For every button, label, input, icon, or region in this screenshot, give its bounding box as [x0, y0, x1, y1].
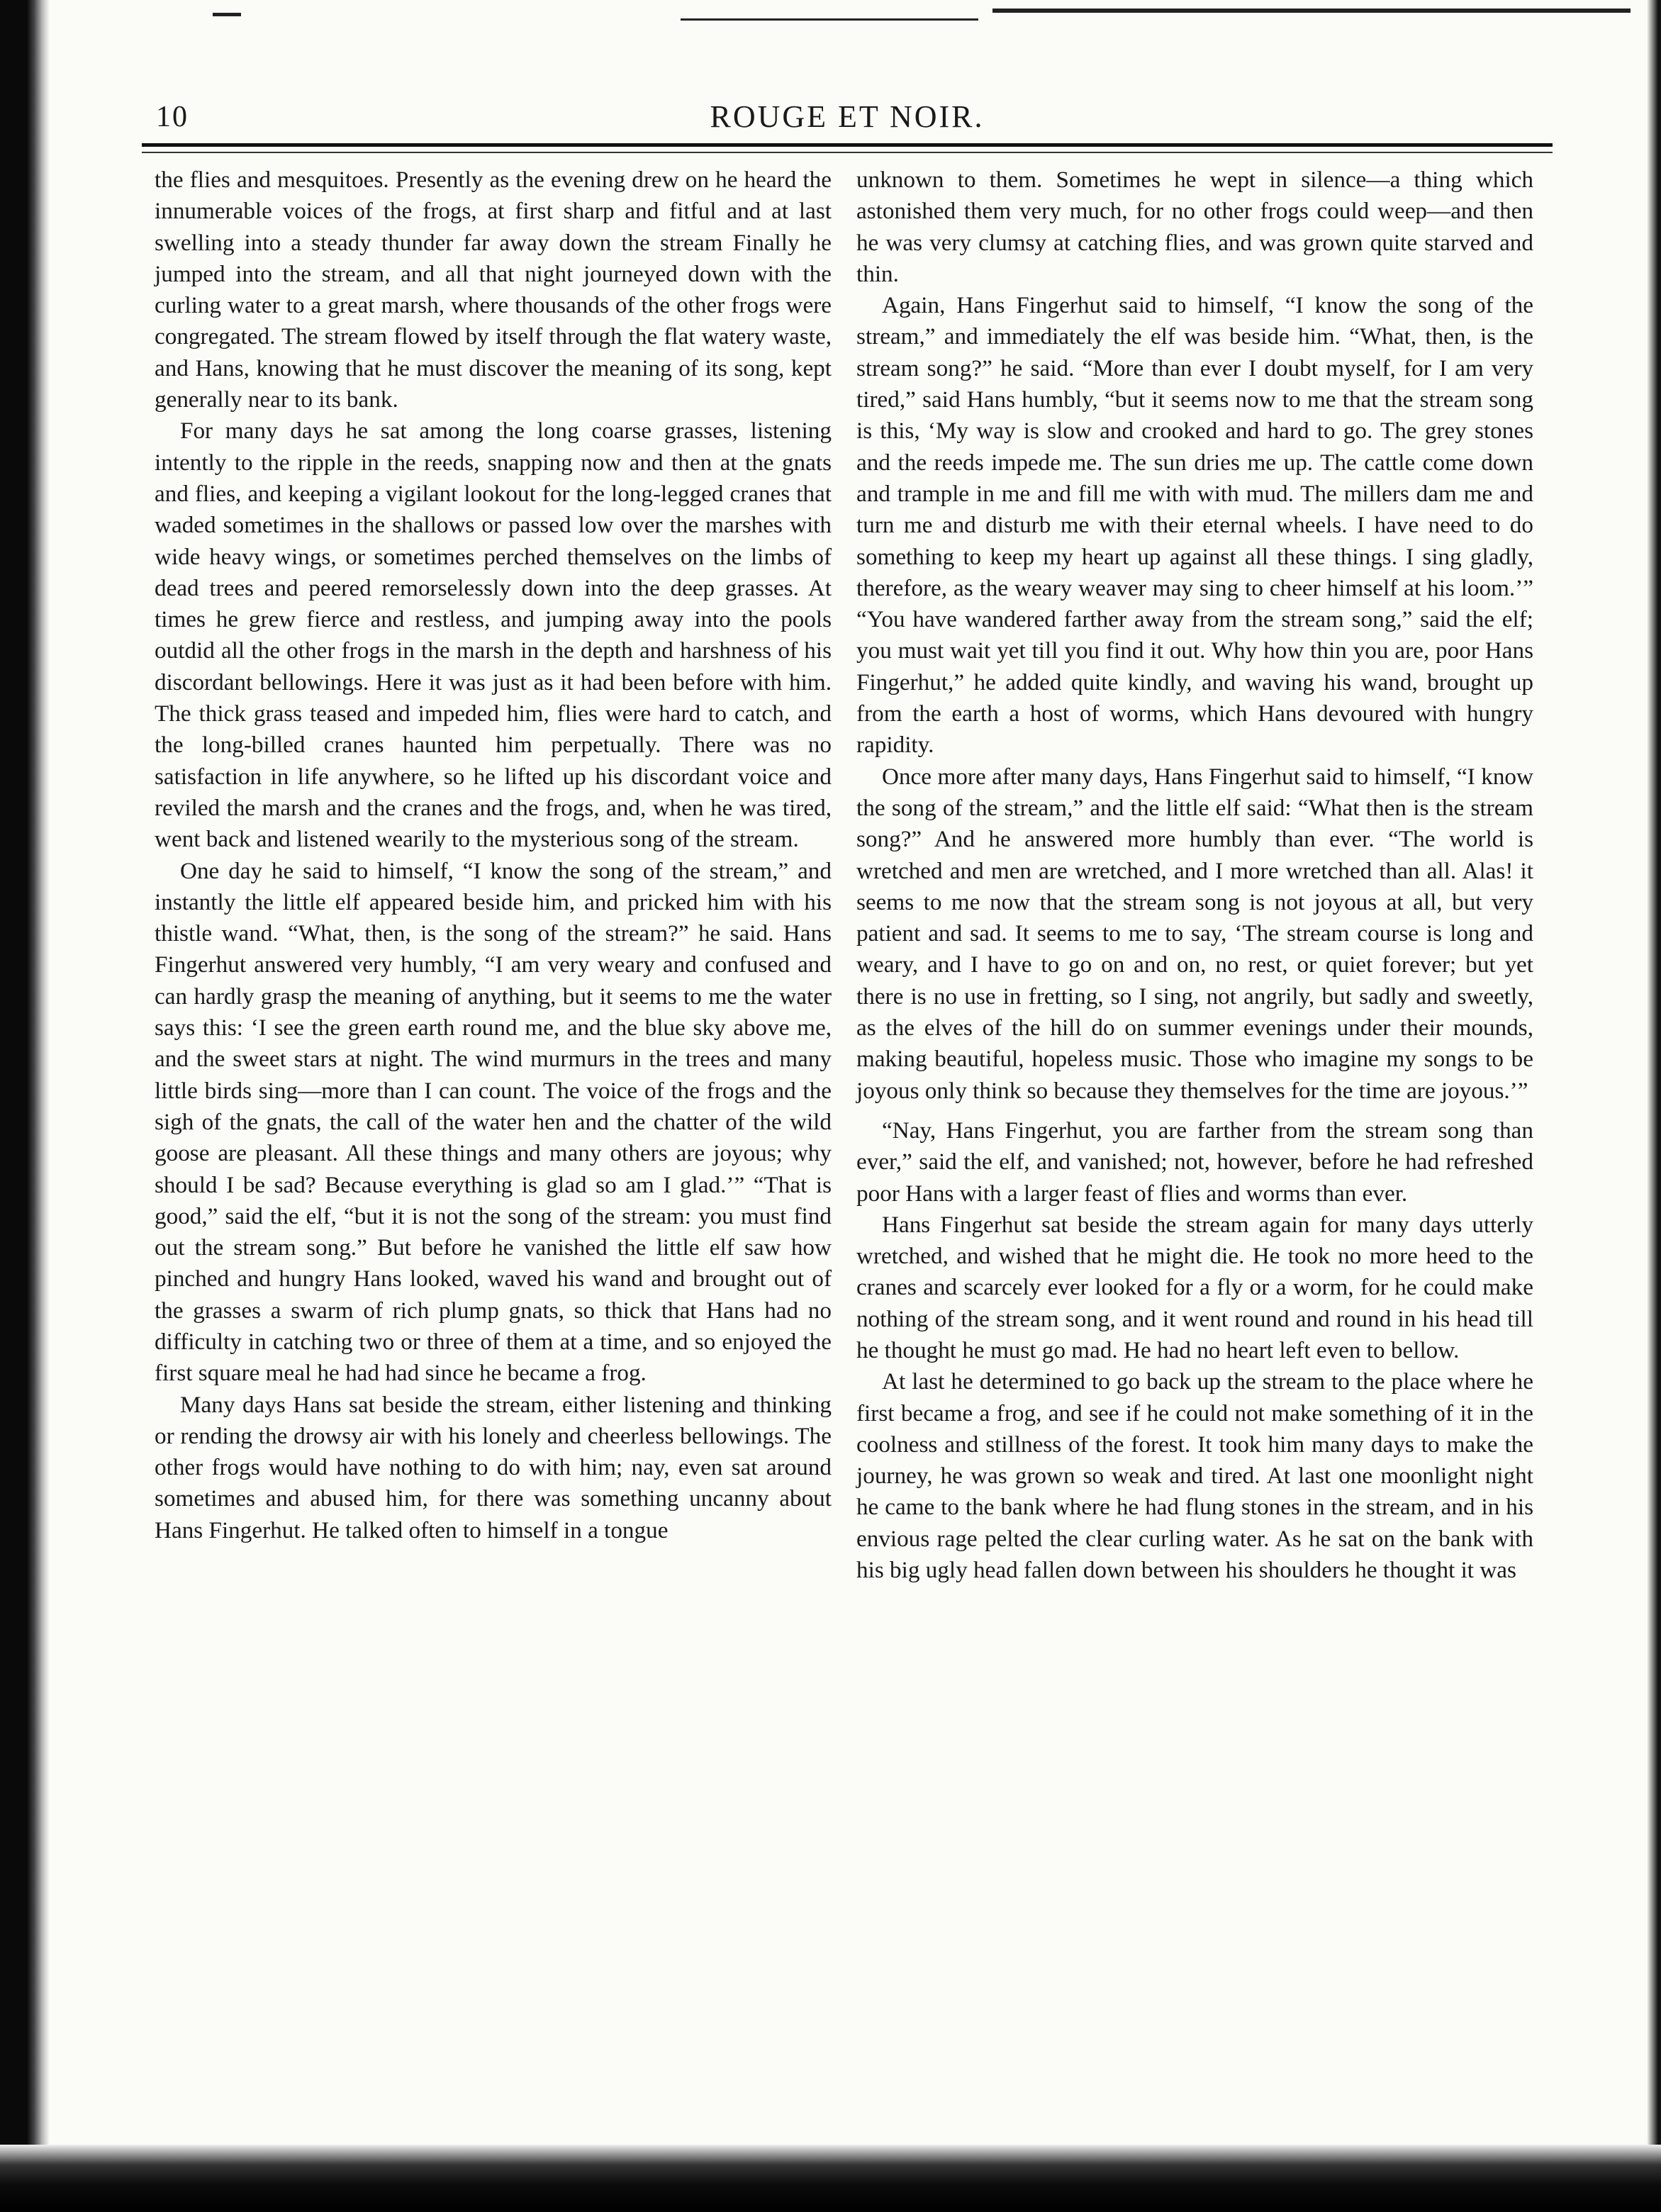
running-title: ROUGE ET NOIR.	[710, 99, 985, 134]
paragraph: At last he determined to go back up the stream to the place where he first became a frog, and see if he could not make something of it in the coolness and stillness of the forest. It took him many days to make the journey, he was grown so weak and tired. At last one moonlight night he came to the bank where he had flung stones in the stream, and in his envious rage pelted the clear curling water. As he sat on the bank with his big ugly head fallen down between his shoulders he thought it was	[856, 1368, 1533, 1584]
paragraph: Again, Hans Fingerhut said to himself, “I know the song of the stream,” and immediately the elf was beside him. “What, then, is the stream song?” he said. “More than ever I doubt myself, for I am very tired,” said Hans humbly, “but it seems now to me that the stream song is this, ‘My way is slow and crooked and hard to go. The grey stones and the reeds impede me. The sun dries me up. The cattle come down and trample in me and fill me with with mud. The millers dam me and turn me and disturb me with their eternal wheels. I have need to do something to keep my heart up against all these things. I sing gladly, therefore, as the weary weaver may sing to cheer himself at his loom.’” “You have wandered farther away from the stream song,” said the elf; you must wait yet till you find it out. Why how thin you are, poor Hans Fingerhut,” he added quite kindly, and waving his wand, brought up from the earth a host of worms, which Hans devoured with hungry rapidity.	[856, 292, 1533, 759]
paragraph: One day he said to himself, “I know the song of the stream,” and instantly the little elf appeared beside him, and pricked him with his thistle wand. “What, then, is the song of the stream?” he said. Hans Fingerhut answered very humbly, “I am very weary and confused and can hardly grasp the meaning of anything, but it seems to me the water says this: ‘I see the green earth round me, and the blue sky above me, and the sweet stars at night. The wind murmurs in the trees and many little birds sing—more than I can count. The voice of the frogs and the sigh of the gnats, the call of the water hen and the chatter of the wild goose are pleasant. All these things and many others are joyous; why should I be sad? Because everything is glad so am I glad.’” “That is good,” said the elf, “but it is not the song of the stream: you must find out the stream song.” But before he vanished the little elf saw how pinched and hungry Hans looked, waved his wand and brought out of the grasses a swarm of rich plump gnats, so thick that Hans had no difficulty in catching two or three of them at a time, and so enjoyed the first square meal he had had since he became a frog.	[155, 857, 832, 1387]
text-column-right	[856, 164, 1533, 1586]
page-header	[142, 96, 1553, 138]
scan-smudge	[992, 9, 1631, 13]
header-rule-thick	[142, 143, 1553, 147]
paragraph: “Nay, Hans Fingerhut, you are farther from the stream song than ever,” said the elf, and vanished; not, however, before he had refreshed poor Hans with a larger feast of flies and worms than ever.	[856, 1117, 1533, 1207]
paragraph: Hans Fingerhut sat beside the stream again for many days utterly wretched, and wished that he might die. He took no more heed to the cranes and scarcely ever looked for a fly or a worm, for he could make nothing of the stream song, and it went round and round in his head till he thought he must go mad. He had no heart left even to bellow.	[856, 1211, 1533, 1363]
text-column-left	[155, 164, 832, 1546]
scan-top-margin	[0, 0, 1661, 35]
scan-bottom-margin	[0, 2145, 1661, 2212]
paragraph: unknown to them. Sometimes he wept in silence—a thing which astonished them very much, for no other frogs could weep—and then he was very clumsy at catching flies, and was grown quite starved and thin.	[856, 167, 1533, 287]
header-rule-thin	[142, 152, 1553, 153]
scan-smudge	[213, 13, 241, 16]
paragraph: Once more after many days, Hans Fingerhut said to himself, “I know the song of the stream,” and the little elf said: “What then is the stream song?” And he answered more humbly than ever. “The world is wretched and men are wretched, and I more wretched than all. Alas! it seems to me now that the stream song is not joyous at all, but very patient and sad. It seems to me to say, ‘The stream course is long and weary, and I have to go on and on, no rest, or quiet forever; but yet there is no use in fretting, so I sing, not angrily, but sadly and sweetly, as the elves of the hill do on summer evenings under their mounds, making beautiful, hopeless music. Those who imagine my songs to be joyous only think so because they themselves for the time are joyous.’”	[856, 763, 1533, 1104]
scan-right-edge	[1647, 0, 1661, 2212]
page-number: 10	[156, 101, 189, 133]
paragraph: the flies and mesquitoes. Presently as the evening drew on he heard the innumerable voices of the frogs, at first sharp and fitful and at last swelling into a steady thunder far away down the stream Finally he jumped into the stream, and all that night journeyed down with the curling water to a great marsh, where thousands of the other frogs were congregated. The stream flowed by itself through the flat watery waste, and Hans, knowing that he must discover the meaning of its song, kept generally near to its bank.	[155, 167, 832, 413]
scan-binding-edge	[0, 0, 50, 2212]
paragraph: Many days Hans sat beside the stream, either listening and thinking or rending the drowsy air with his lonely and cheerless bellowings. The other frogs would have nothing to do with him; nay, even sat around sometimes and abused him, for there was something uncanny about Hans Fingerhut. He talked often to himself in a tongue	[155, 1391, 832, 1543]
scan-smudge	[681, 18, 978, 21]
paragraph: For many days he sat among the long coarse grasses, listening intently to the ripple in the reeds, snapping now and then at the gnats and flies, and keeping a vigilant lookout for the long-legged cranes that waded sometimes in the shallows or passed low over the marshes with wide heavy wings, or sometimes perched themselves on the limbs of dead trees and peered remorselessly down into the deep grasses. At times he grew fierce and restless, and jumping away into the pools outdid all the other frogs in the marsh in the depth and harshness of his discordant bellowings. Here it was just as it had been before with him. The thick grass teased and impeded him, flies were hard to catch, and the long-billed cranes haunted him perpetually. There was no satisfaction in life anywhere, so he lifted up his discordant voice and reviled the marsh and the cranes and the frogs, and, when he was tired, went back and listened wearily to the mysterious song of the stream.	[155, 418, 832, 853]
